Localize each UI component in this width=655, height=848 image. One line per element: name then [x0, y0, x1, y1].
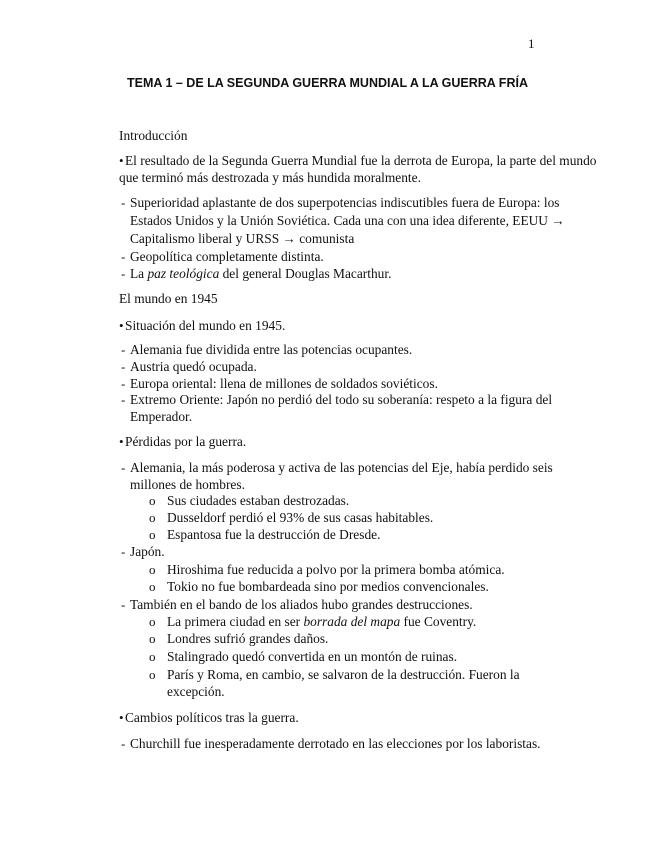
- circle-marker: o: [149, 579, 156, 594]
- text-span: Geopolítica completamente distinta.: [130, 249, 324, 264]
- text-span: Superioridad aplastante de dos superpotencias indiscutibles fuera de Europa: los: [130, 195, 560, 210]
- text-span: Austria quedó ocupada.: [130, 359, 257, 374]
- text-span: Extremo Oriente: Japón no perdió del todo su soberanía: respeto a la figura del: [130, 392, 553, 407]
- text-span: También en el bando de los aliados hubo grandes destrucciones.: [130, 597, 473, 612]
- dash-marker: -: [121, 460, 126, 475]
- document-title: TEMA 1 – DE LA SEGUNDA GUERRA MUNDIAL A LA GUERRA FRÍA: [127, 76, 528, 90]
- text-line: [167, 509, 433, 526]
- circle-marker: o: [149, 493, 156, 508]
- bullet-marker: •: [119, 318, 124, 333]
- text-span: Capitalismo liberal y URSS → comunista: [130, 231, 355, 246]
- text-line: [125, 152, 596, 169]
- text-span: Alemania, la más poderosa y activa de las potencias del Eje, había perdido seis: [130, 460, 553, 475]
- text-line: [125, 709, 299, 726]
- text-line: [167, 492, 349, 509]
- text-span: Introducción: [119, 128, 188, 143]
- circle-marker: o: [149, 649, 156, 664]
- bullet-marker: •: [119, 434, 124, 449]
- dash-marker: -: [121, 266, 126, 281]
- text-line: [167, 630, 328, 647]
- text-line: [130, 194, 560, 211]
- dash-marker: -: [121, 195, 126, 210]
- italic-text: borrada del mapa: [303, 614, 401, 629]
- text-span: La primera ciudad en ser: [167, 614, 304, 629]
- text-line: [167, 561, 505, 578]
- text-span: Espantosa fue la destrucción de Dresde.: [167, 527, 381, 542]
- circle-marker: o: [149, 631, 156, 646]
- text-line: [130, 391, 552, 408]
- dash-marker: -: [121, 249, 126, 264]
- page-number: 1: [528, 36, 535, 51]
- circle-marker: o: [149, 562, 156, 577]
- dash-marker: -: [121, 376, 126, 391]
- text-line: [130, 265, 391, 282]
- text-span: excepción.: [167, 684, 225, 699]
- text-span: Sus ciudades estaban destrozadas.: [167, 493, 350, 508]
- dash-marker: -: [121, 544, 126, 559]
- circle-marker: o: [149, 527, 156, 542]
- text-span: Cambios políticos tras la guerra.: [125, 710, 299, 725]
- text-span: Tokio no fue bombardeada sino por medios convencionales.: [167, 579, 489, 594]
- text-span: que terminó más destrozada y más hundida moralmente.: [119, 170, 421, 185]
- text-span: El mundo en 1945: [119, 291, 218, 306]
- text-line: [130, 230, 354, 247]
- text-line: [130, 408, 192, 425]
- text-span: Londres sufrió grandes daños.: [167, 631, 329, 646]
- text-line: [167, 683, 225, 700]
- circle-marker: o: [149, 614, 156, 629]
- dash-marker: -: [121, 392, 126, 407]
- text-line: [130, 248, 324, 265]
- text-span: fue Coventry.: [400, 614, 477, 629]
- text-line: [119, 290, 218, 307]
- text-span: Europa oriental: llena de millones de soldados soviéticos.: [130, 376, 438, 391]
- text-line: [130, 543, 165, 560]
- text-line: [130, 596, 473, 613]
- text-line: [167, 648, 457, 665]
- text-span: Estados Unidos y la Unión Soviética. Cada una con una idea diferente, EEUU →: [130, 213, 565, 228]
- text-line: [167, 666, 520, 683]
- text-span: El resultado de la Segunda Guerra Mundial fue la derrota de Europa, la parte del mundo: [125, 153, 597, 168]
- dash-marker: -: [121, 359, 126, 374]
- text-span: Churchill fue inesperadamente derrotado en las elecciones por los laboristas.: [130, 736, 541, 751]
- text-line: [125, 433, 246, 450]
- text-span: del general Douglas Macarthur.: [219, 266, 392, 281]
- text-line: [130, 735, 541, 752]
- text-span: Hiroshima fue reducida a polvo por la primera bomba atómica.: [167, 562, 505, 577]
- bullet-marker: •: [119, 153, 124, 168]
- text-span: La: [130, 266, 148, 281]
- text-line: [130, 459, 553, 476]
- text-span: Stalingrado quedó convertida en un montón de ruinas.: [167, 649, 458, 664]
- text-line: [167, 578, 489, 595]
- text-line: [119, 169, 421, 186]
- text-line: [130, 375, 438, 392]
- dash-marker: -: [121, 597, 126, 612]
- dash-marker: -: [121, 736, 126, 751]
- italic-text: paz teológica: [147, 266, 220, 281]
- circle-marker: o: [149, 510, 156, 525]
- text-span: Alemania fue dividida entre las potencias ocupantes.: [130, 342, 413, 357]
- dash-marker: -: [121, 342, 126, 357]
- circle-marker: o: [149, 667, 156, 682]
- text-line: [130, 476, 245, 493]
- text-line: [167, 526, 380, 543]
- text-span: París y Roma, en cambio, se salvaron de la destrucción. Fueron la: [167, 667, 520, 682]
- text-span: Japón.: [130, 544, 165, 559]
- text-line: [130, 341, 412, 358]
- text-line: [167, 613, 476, 630]
- bullet-marker: •: [119, 710, 124, 725]
- text-line: [130, 212, 565, 229]
- text-line: [119, 127, 187, 144]
- text-span: Emperador.: [130, 409, 193, 424]
- text-span: Pérdidas por la guerra.: [125, 434, 247, 449]
- text-line: [130, 358, 257, 375]
- text-span: Dusseldorf perdió el 93% de sus casas habitables.: [167, 510, 434, 525]
- text-line: [125, 317, 285, 334]
- text-span: Situación del mundo en 1945.: [125, 318, 286, 333]
- text-span: millones de hombres.: [130, 477, 245, 492]
